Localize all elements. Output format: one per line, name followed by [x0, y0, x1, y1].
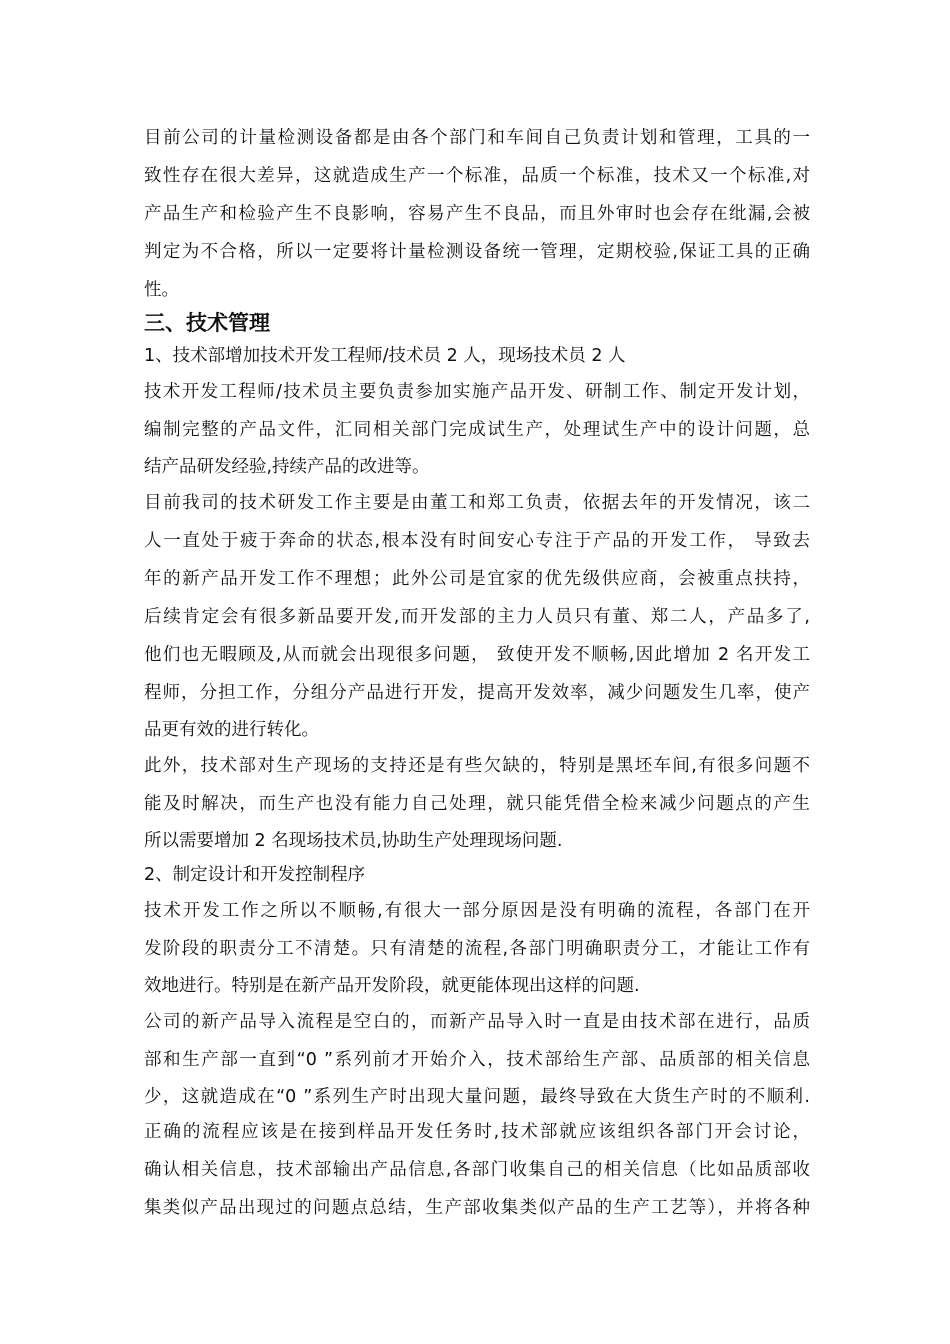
text-line: 少，这就造成在“0 ”系列生产时出现大量问题，最终导致在大货生产时的不顺利.	[144, 1087, 810, 1107]
text-line: 确认相关信息，技术部输出产品信息,各部门收集自己的相关信息（比如品质部收	[144, 1160, 810, 1180]
text-line: 后续肯定会有很多新品要开发,而开发部的主力人员只有董、郑二人，产品多了,	[144, 607, 810, 627]
text-line: 年的新产品开发工作不理想；此外公司是宜家的优先级供应商，会被重点扶持，	[144, 569, 810, 589]
text-line: 致性存在很大差异，这就造成生产一个标准，品质一个标准，技术又一个标准,对	[144, 166, 810, 186]
text-line: 判定为不合格，所以一定要将计量检测设备统一管理，定期校验,保证工具的正确	[144, 242, 810, 262]
text-line: 性。	[144, 280, 179, 300]
text-line: 能及时解决，而生产也没有能力自己处理，就只能凭借全检来减少问题点的产生	[144, 794, 810, 814]
text-line: 产品生产和检验产生不良影响，容易产生不良品，而且外审时也会存在纰漏,会被	[144, 204, 810, 224]
text-line: 部和生产部一直到“0 ”系列前才开始介入，技术部给生产部、品质部的相关信息	[144, 1050, 810, 1070]
text-line: 目前公司的计量检测设备都是由各个部门和车间自己负责计划和管理，工具的一	[144, 128, 810, 148]
text-line: 人一直处于疲于奔命的状态,根本没有时间安心专注于产品的开发工作， 导致去	[144, 531, 810, 551]
text-line: 发阶段的职责分工不清楚。只有清楚的流程,各部门明确职责分工，才能让工作有	[144, 939, 810, 959]
text-line: 编制完整的产品文件，汇同相关部门完成试生产，处理试生产中的设计问题，总	[144, 420, 810, 440]
text-line: 正确的流程应该是在接到样品开发任务时,技术部就应该组织各部门开会讨论，	[144, 1122, 810, 1142]
text-line: 效地进行。特别是在新产品开发阶段，就更能体现出这样的问题.	[144, 976, 640, 996]
text-line: 目前我司的技术研发工作主要是由董工和郑工负责，依据去年的开发情况，该二	[144, 493, 810, 513]
text-line: 品更有效的进行转化。	[144, 720, 319, 740]
text-line: 结产品研发经验,持续产品的改进等。	[144, 457, 430, 477]
item-title: 1、技术部增加技术开发工程师/技术员 2 人，现场技术员 2 人	[144, 346, 626, 366]
text-line: 公司的新产品导入流程是空白的，而新产品导入时一直是由技术部在进行，品质	[144, 1012, 810, 1032]
text-line: 所以需要增加 2 名现场技术员,协助生产处理现场问题.	[144, 831, 563, 851]
text-line: 他们也无暇顾及,从而就会出现很多问题， 致使开发不顺畅,因此增加 2 名开发工	[144, 645, 810, 665]
text-line: 集类似产品出现过的问题点总结，生产部收集类似产品的生产工艺等），并将各种	[144, 1198, 810, 1218]
text-line: 技术开发工程师/技术员主要负责参加实施产品开发、研制工作、制定开发计划，	[144, 382, 810, 402]
section-heading: 三、技术管理	[144, 311, 270, 335]
text-line: 技术开发工作之所以不顺畅,有很大一部分原因是没有明确的流程，各部门在开	[144, 901, 810, 921]
text-line: 此外，技术部对生产现场的支持还是有些欠缺的，特别是黑坯车间,有很多问题不	[144, 756, 810, 776]
item-title: 2、制定设计和开发控制程序	[144, 865, 366, 885]
text-line: 程师，分担工作，分组分产品进行开发，提高开发效率，减少问题发生几率，使产	[144, 683, 810, 703]
